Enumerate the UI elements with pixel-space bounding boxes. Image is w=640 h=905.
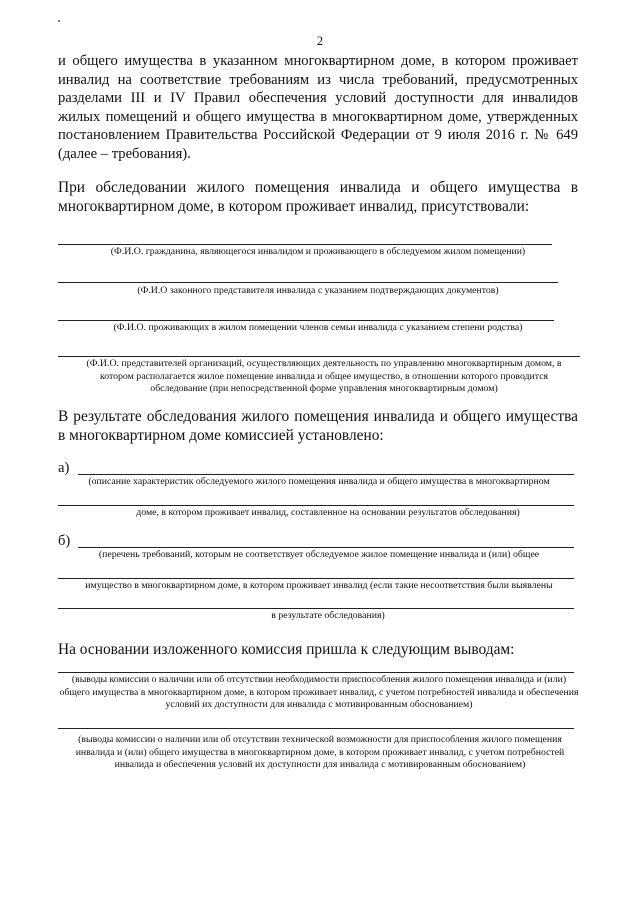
page-number: 2 (316, 34, 324, 48)
item-b-line-2 (58, 578, 574, 579)
attendee-caption-1: (Ф.И.О. гражданина, являющегося инвалидом и проживающего в обследуемом жилом помещении) (110, 246, 526, 257)
item-a-label: а) (58, 460, 70, 476)
attendee-caption-4: (Ф.И.О. представителей организаций, осуществляющих деятельность по управлению многоквартирным домом, в котором располагается жилое помещение инвалида и общее имущество, в отношении которого проводится обследование (при непосредственной форме управления многоквартирным домом) (86, 358, 562, 395)
attendee-line-4 (58, 356, 580, 357)
attendee-line-1 (58, 244, 552, 245)
item-a-line-2 (58, 505, 574, 506)
item-b-label: б) (58, 533, 71, 549)
conclusion-caption-1: (выводы комиссии о наличии или об отсутствии необходимости приспособления жилого помещения инвалида и (или) общего имущества в многоквартирном доме, в котором проживает инвалид, с учетом потребностей инвалида и обеспечения условий их доступности для инвалида с мотивированным обоснованием) (59, 674, 579, 711)
attendee-caption-3: (Ф.И.О. проживающих в жилом помещении членов семьи инвалида с указанием степени родства) (113, 322, 523, 333)
conclusions-heading: На основании изложенного комиссия пришла к следующим выводам: (58, 641, 515, 658)
item-b-line-1 (78, 547, 574, 548)
conclusion-line-1 (58, 672, 574, 673)
attendee-caption-2: (Ф.И.О законного представителя инвалида с указанием подтверждающих документов) (137, 285, 499, 296)
conclusion-caption-2: (выводы комиссии о наличии или об отсутствии технической возможности для приспособления жилого помещения инвалида и (или) общего имущества в многоквартирном доме, в котором проживает инвалид, с учетом потребностей инвалида и обеспечения условий их доступности для инвалида с мотивированным обоснованием) (75, 734, 565, 771)
attendee-line-2 (58, 282, 558, 283)
item-a-line-1 (78, 474, 574, 475)
results-heading: В результате обследования жилого помещения инвалида и общего имущества в многоквартирном доме комиссией установлено: (58, 408, 578, 444)
attendee-line-3 (58, 320, 554, 321)
intro-paragraph: и общего имущества в указанном многоквартирном доме, в котором проживает инвалид на соответствие требованиям из числа требований, предусмотренных разделами III и IV Правил обеспечения условий доступности для инвалидов жилых помещений и общего имущества в многоквартирном доме, утвержденных постановлением Правительства Российской Федерации от 9 июля 2016 г. № 649 (далее – требования). (58, 53, 578, 162)
item-a-caption-2: доме, в котором проживает инвалид, составленное на основании результатов обследования) (136, 507, 520, 518)
attendance-paragraph: При обследовании жилого помещения инвалида и общего имущества в многоквартирном доме, в котором проживает инвалид, присутствовали: (58, 179, 578, 215)
item-b-line-3 (58, 608, 574, 609)
item-a-caption-1: (описание характеристик обследуемого жилого помещения инвалида и общего имущества в многоквартирном (88, 476, 550, 487)
item-b-caption-3: в результате обследования) (271, 610, 385, 621)
scan-mark (58, 20, 60, 22)
item-b-caption-1: (перечень требований, которым не соответствует обследуемое жилое помещение инвалида и (или) общее (98, 549, 540, 560)
conclusion-line-2 (58, 728, 574, 729)
item-b-caption-2: имущество в многоквартирном доме, в котором проживает инвалид (если такие несоответствия были выявлены (85, 580, 553, 591)
